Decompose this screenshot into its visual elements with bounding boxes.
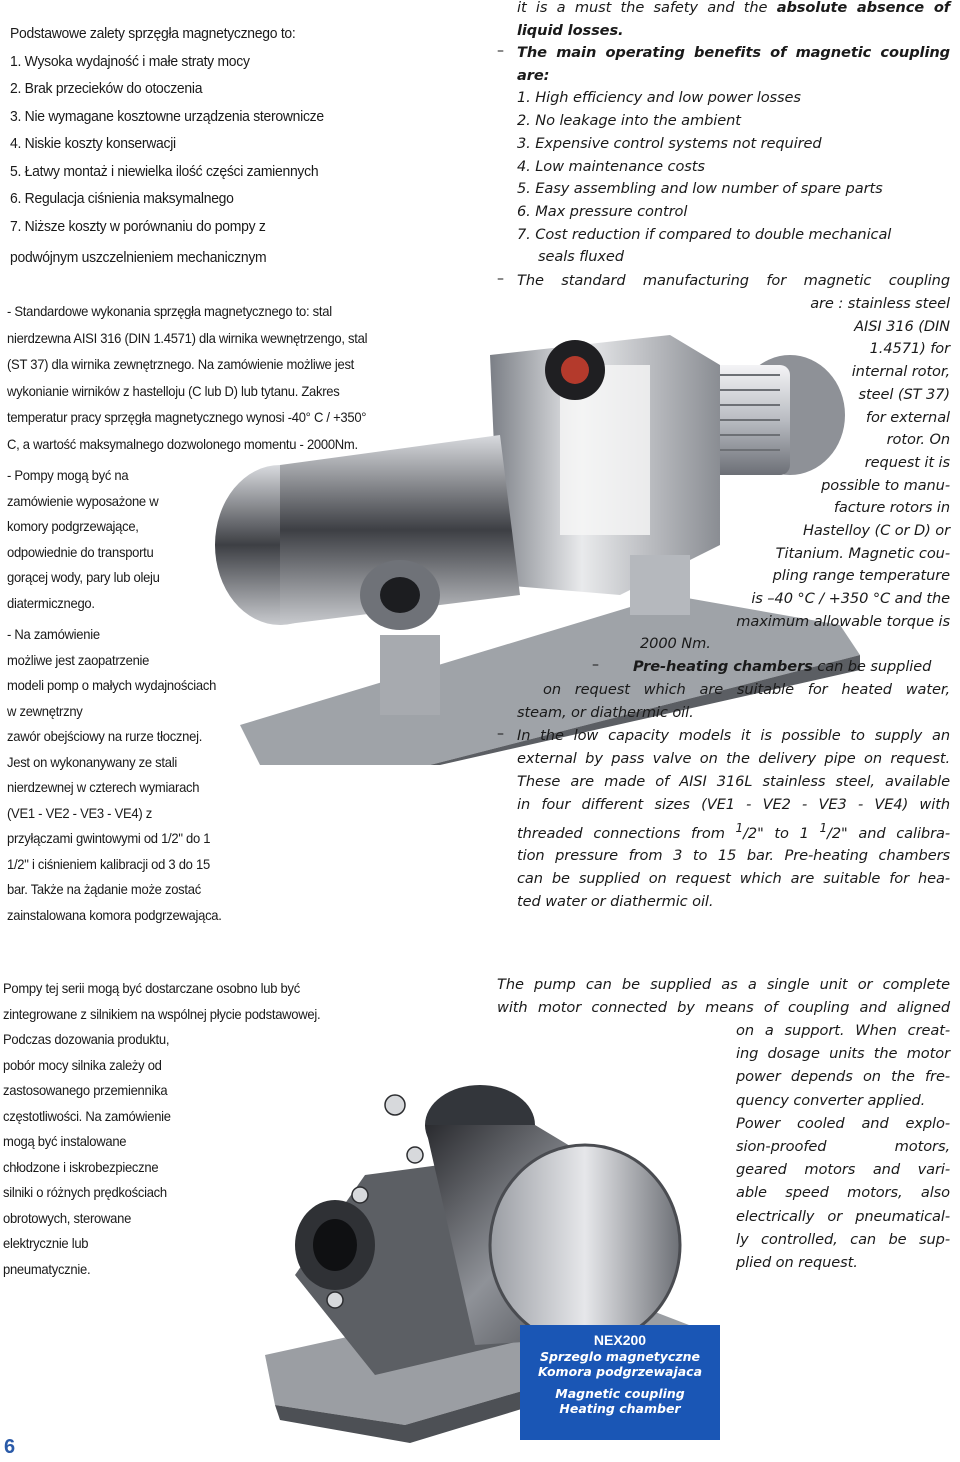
bullet-dash: – <box>497 271 504 287</box>
product-code: NEX200 <box>593 1332 647 1348</box>
text-line: facture rotors in <box>833 499 950 517</box>
text-line: 1.4571) for <box>869 340 950 358</box>
text-line: for external <box>865 408 950 426</box>
text-line: częstotliwości. Na zamówienie <box>3 1107 171 1124</box>
polish-benefits <box>10 20 324 272</box>
text-line: power depends on the fre- <box>736 1068 950 1086</box>
text-line: zainstalowana komora podgrzewająca. <box>7 906 222 923</box>
superscript: 1 <box>735 820 744 835</box>
caption-line: Sprzeglo magnetyczne <box>539 1348 700 1364</box>
text-line: mogą być instalowane <box>3 1133 127 1149</box>
polish-benefit-item: 5. Łatwy montaż i niewielka ilość części zamiennych <box>10 162 319 180</box>
superscript: 1 <box>819 820 828 835</box>
polish-benefits-heading: Podstawowe zalety sprzęgła magnetycznego to: <box>10 25 296 42</box>
polish-benefit-item: 7. Niższe koszty w porównaniu do pompy z <box>10 217 266 235</box>
text-line: possible to manu- <box>821 476 950 494</box>
emphasis: Pre-heating chambers <box>633 658 813 675</box>
benefits-heading-cont: are: <box>517 66 550 84</box>
text-line: able speed motors, also <box>736 1184 950 1202</box>
english-bottom-paragraph <box>497 973 950 1019</box>
emphasis: liquid losses. <box>517 21 624 39</box>
text-line: plied on request. <box>736 1254 858 1272</box>
text-line: zastosowanego przemiennika <box>3 1082 168 1098</box>
text-line: steam, or diathermic oil. <box>517 704 694 721</box>
polish-benefit-item: 3. Nie wymagane kosztowne urządzenia sterownicze <box>10 107 324 125</box>
caption-line: Heating chamber <box>559 1401 681 1416</box>
text-line: - Na zamówienie <box>7 626 100 642</box>
english-preheat-first <box>633 656 931 679</box>
text-line: bar. Także na żądanie może zostać <box>7 881 201 897</box>
caption-line: Komora podgrzewajaca <box>537 1364 703 1379</box>
text-line: w zewnętrzny <box>7 702 83 719</box>
text-line: Podczas dozowania produktu, <box>3 1031 170 1047</box>
threaded-line <box>517 817 950 846</box>
text-line: on a support. When creat- <box>736 1022 950 1039</box>
text-line: pling range temperature <box>772 567 950 585</box>
text-line: Hastelloy (C or D) or <box>802 522 950 540</box>
polish-benefit-item: 4. Niskie koszty konserwacji <box>10 135 176 152</box>
english-benefit-item: 3. Expensive control systems not required <box>517 134 822 152</box>
text-line: Titanium. Magnetic cou- <box>775 544 950 562</box>
text-line: pobór mocy silnika zależy od <box>3 1056 162 1073</box>
text-line: it is a must the safety and the <box>517 0 777 16</box>
text-line: 1/2" i ciśnieniem kalibracji od 3 do 15 <box>7 855 210 872</box>
bullet-dash: – <box>497 43 504 59</box>
text-line: odpowiednie do transportu <box>7 543 154 560</box>
text-segment: threaded connections from <box>517 824 736 842</box>
text-line: on request which are suitable for heated water, <box>543 681 950 698</box>
text-line: C, a wartość maksymalnego dozwolonego momentu - 2000Nm. <box>7 435 358 452</box>
text-line: zawór obejściowy na rurze tłocznej. <box>7 728 203 744</box>
english-benefit-item: 5. Easy assembling and low number of spare parts <box>517 180 883 198</box>
benefits-heading: The main operating benefits of magnetic coupling <box>517 44 950 61</box>
text-line: 2000 Nm. <box>640 635 711 652</box>
text-segment: /2" and calibra- <box>827 824 950 842</box>
polish-benefit-item-cont: podwójnym uszczelnieniem mechanicznym <box>10 249 267 266</box>
text-line: chłodzone i iskrobezpieczne <box>3 1158 159 1175</box>
text-line: ted water or diathermic oil. <box>517 893 714 911</box>
text-line: electrically or pneumatical- <box>736 1207 950 1225</box>
text-line: steel (ST 37) <box>858 385 950 403</box>
english-benefit-item-cont: seals fluxed <box>538 248 624 266</box>
text-line: These are made of AISI 316L stainless steel, available <box>517 772 950 790</box>
text-line: In the low capacity models it is possible to supply an <box>517 727 950 744</box>
text-line: możliwe jest zaopatrzenie <box>7 651 150 668</box>
text-line: in four different sizes (VE1 - VE2 - VE3 - VE4) with <box>517 795 950 813</box>
english-standard-first <box>517 270 950 293</box>
text-line: rotor. On <box>886 431 950 449</box>
english-benefit-item: 2. No leakage into the ambient <box>517 112 741 130</box>
text-line: Pompy tej serii mogą być dostarczane osobno lub być <box>3 980 300 996</box>
text-line: internal rotor, <box>851 363 950 381</box>
text-line: sion-proofed motors, <box>736 1138 950 1156</box>
polish-valve-paragraph <box>7 622 222 928</box>
polish-benefit-item: 2. Brak przecieków do otoczenia <box>10 80 203 97</box>
english-benefit-item: 7. Cost reduction if compared to double mechanical <box>517 225 892 243</box>
english-intro <box>517 0 950 42</box>
text-line: maximum allowable torque is <box>736 612 950 630</box>
text-line: geared motors and vari- <box>736 1161 950 1179</box>
english-benefits <box>517 42 950 269</box>
bullet-dash: – <box>592 657 599 673</box>
text-line: quency converter applied. <box>736 1091 926 1109</box>
text-line: external by pass valve on the delivery pipe on request. <box>517 749 950 767</box>
text-line: modeli pomp o małych wydajnościach <box>7 677 217 693</box>
text-line: temperatur pracy sprzęgła magnetycznego wynosi -40° C / +350° <box>7 409 367 425</box>
emphasis: absolute absence of <box>776 0 950 16</box>
english-benefit-item: 1. High efficiency and low power losses <box>517 89 801 107</box>
polish-preheat-paragraph <box>7 463 160 616</box>
text-line: obrotowych, sterowane <box>3 1209 132 1226</box>
text-line: pneumatycznie. <box>3 1260 91 1277</box>
bullet-dash: – <box>497 726 504 742</box>
text-line: request it is <box>864 453 950 471</box>
text-line: The standard manufacturing for magnetic coupling <box>517 272 950 289</box>
english-benefit-item: 4. Low maintenance costs <box>517 157 705 175</box>
text-line: ly controlled, can be sup- <box>736 1230 950 1248</box>
polish-benefit-item: 6. Regulacja ciśnienia maksymalnego <box>10 190 234 207</box>
text-line: is –40 °C / +350 °C and the <box>751 590 950 608</box>
text-line: can be supplied <box>812 658 932 675</box>
text-line: zamówienie wyposażone w <box>7 492 159 509</box>
english-benefit-item: 6. Max pressure control <box>517 202 688 220</box>
polish-standard-paragraph <box>7 298 367 457</box>
text-line: can be supplied on request which are suitable for hea- <box>517 870 950 888</box>
text-line: ing dosage units the motor <box>736 1045 950 1063</box>
text-line: przyłączami gwintowymi od 1/2" do 1 <box>7 830 211 846</box>
text-line: AISI 316 (DIN <box>854 317 950 335</box>
text-line: silniki o różnych prędkościach <box>3 1184 167 1200</box>
text-line: diatermicznego. <box>7 594 95 611</box>
text-line: - Pompy mogą być na <box>7 467 129 483</box>
text-line: tion pressure from 3 to 15 bar. Pre-heating chambers <box>517 847 950 865</box>
text-line: The pump can be supplied as a single unit or complete <box>497 976 950 993</box>
text-segment: /2" to 1 <box>743 824 820 842</box>
english-preheat-paragraph <box>543 679 950 702</box>
caption-line: Magnetic coupling <box>555 1385 685 1401</box>
text-line: wykonianie wirników z hastelloju (C lub D) lub tytanu. Zakres <box>7 382 340 399</box>
text-line: nierdzewnej w czterech wymiarach <box>7 779 200 795</box>
text-line: are : stainless steel <box>810 295 950 312</box>
text-line: zintegrowane z silnikiem na wspólnej płycie podstawowej. <box>3 1005 321 1022</box>
text-line: gorącej wody, pary lub oleju <box>7 569 160 585</box>
photo-caption <box>520 1333 720 1417</box>
english-bypass-paragraph <box>517 725 950 914</box>
english-standard-paragraph <box>736 293 950 634</box>
text-line: Power cooled and explo- <box>736 1114 950 1132</box>
text-line: (ST 37) dla wirnika zewnętrznego. Na zamówienie możliwe jest <box>7 356 355 372</box>
text-line: nierdzewna AISI 316 (DIN 1.4571) dla wirnika wewnętrzengo, stal <box>7 329 368 346</box>
text-line: Jest on wykonanywany ze stali <box>7 753 177 770</box>
text-line: with motor connected by means of coupling and aligned <box>497 999 950 1017</box>
text-line: - Standardowe wykonania sprzęgła magnetycznego to: stal <box>7 303 332 319</box>
english-bottom-narrow <box>736 1019 950 1274</box>
text-line: (VE1 - VE2 - VE3 - VE4) z <box>7 804 152 821</box>
text-line: komory podgrzewające, <box>7 518 139 534</box>
text-line: elektrycznie lub <box>3 1235 89 1251</box>
page-number: 6 <box>4 1436 16 1458</box>
polish-benefit-item: 1. Wysoka wydajność i małe straty mocy <box>10 52 250 70</box>
polish-bottom-paragraph <box>3 976 320 1282</box>
